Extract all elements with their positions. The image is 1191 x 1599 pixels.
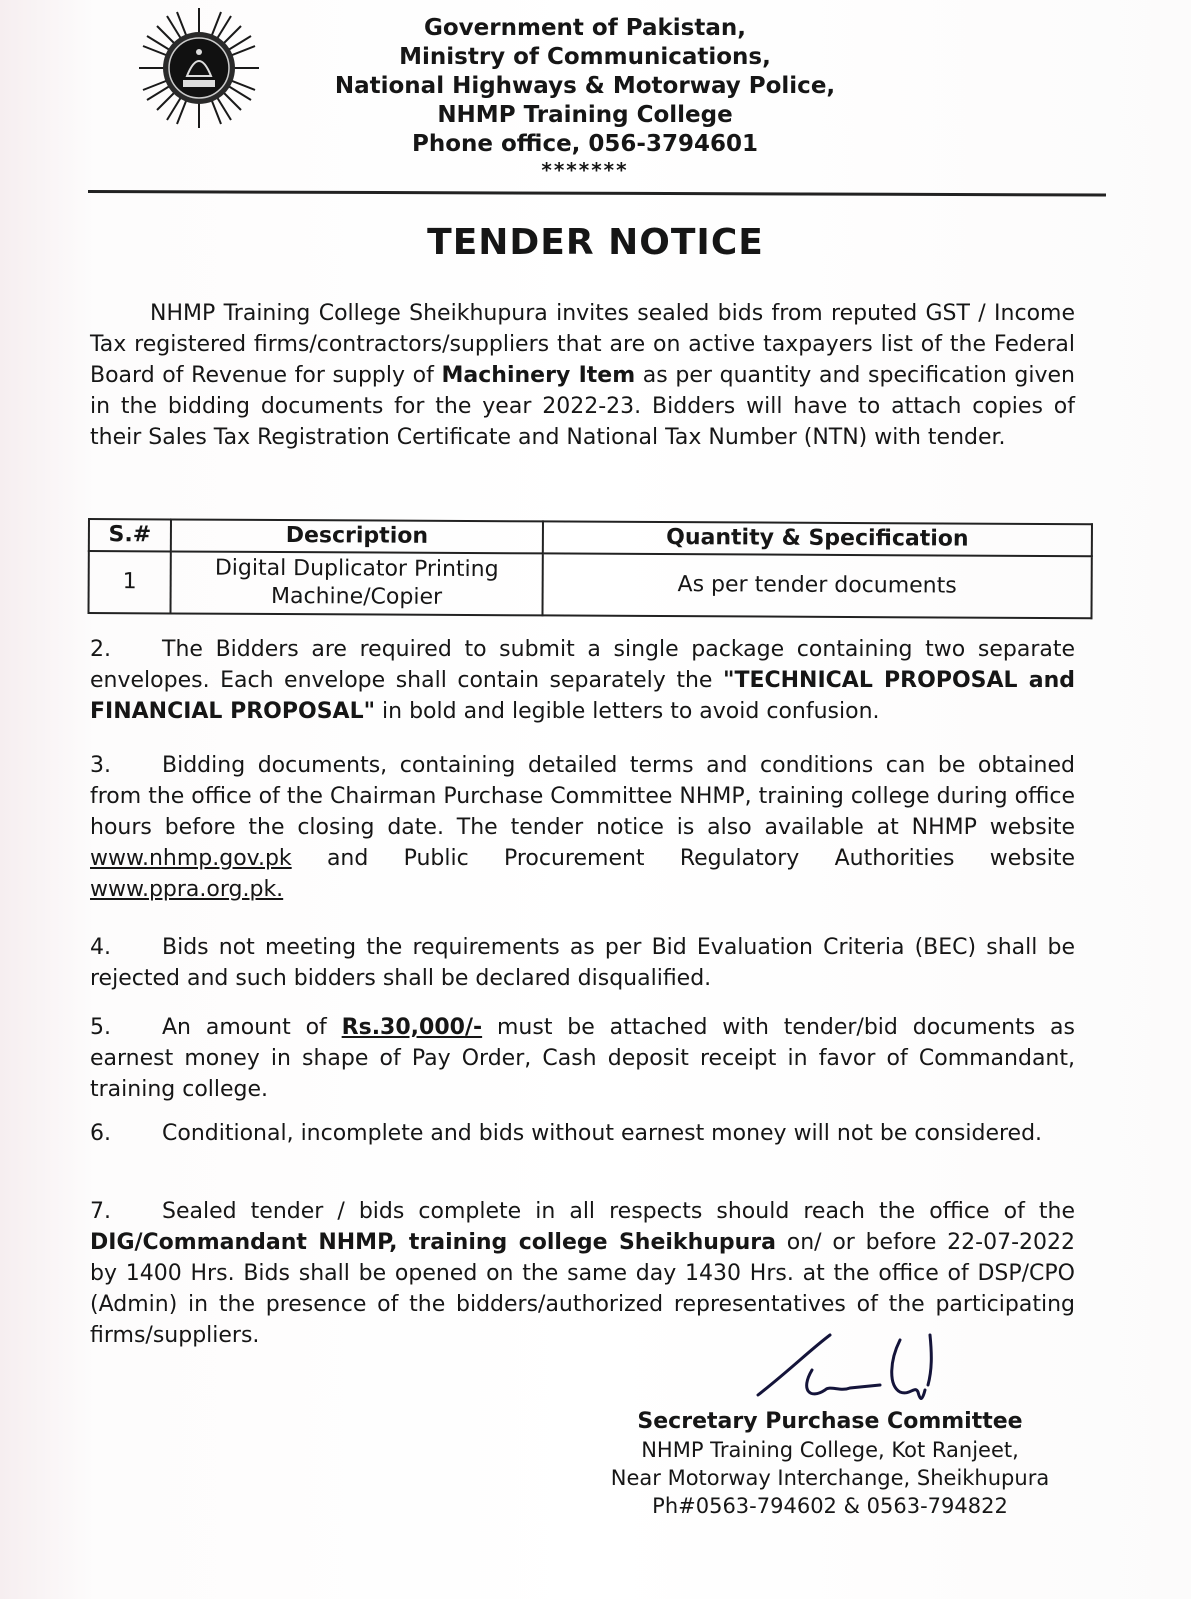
- stars-divider: *******: [541, 158, 629, 182]
- page-title: TENDER NOTICE: [427, 222, 764, 263]
- clause-text: The Bidders are required to submit a single package containing two separate envelopes. Each envelope shall contain separately the: [90, 637, 1075, 693]
- intro-text: NHMP Training College Sheikhupura invites sealed bids from reputed GST / Income Tax registered firms/contractors/suppliers that are on active taxpayers list of the Federal Board of Revenue for supply of: [90, 301, 1075, 388]
- letterhead-line: NHMP Training College: [437, 102, 733, 128]
- header-rule: [88, 190, 1106, 197]
- intro-text: as per quantity and specification given in the bidding documents for the year 2022-23. Bidders will have to attach copies of their Sales Tax Registration Certificate and National Tax Number (NTN) with tender.: [90, 363, 1075, 450]
- signature-icon: [750, 1330, 980, 1410]
- clause-5: [90, 1012, 1075, 1105]
- signatory-title: Secretary Purchase Committee: [637, 1409, 1023, 1434]
- clause-number: 5.: [90, 1015, 111, 1040]
- items-table: [87, 518, 1092, 619]
- cell-sno: 1: [89, 551, 171, 613]
- clause-4: [90, 932, 1075, 994]
- clause-number: 2.: [90, 637, 111, 662]
- letterhead: [300, 14, 870, 181]
- clause-text: on/ or before 22-07-2022 by 1400 Hrs. Bids shall be opened on the same day 1430 Hrs. at the office of DSP/CPO (Admin) in the presence of the bidders/authorized representatives of the participating firms/suppliers.: [90, 1230, 1075, 1348]
- clause-7: [90, 1196, 1075, 1351]
- clause-bold: "TECHNICAL PROPOSAL and FINANCIAL PROPOSAL": [90, 668, 1075, 724]
- clause-6: [90, 1118, 1075, 1149]
- clause-text: must be attached with tender/bid documents as earnest money in shape of Pay Order, Cash deposit receipt in favor of Commandant, training college.: [90, 1015, 1076, 1102]
- clause-2: [90, 634, 1075, 727]
- clause-number: 7.: [90, 1199, 111, 1224]
- clause-text: Bidding documents, containing detailed terms and conditions can be obtained from the office of the Chairman Purchase Committee NHMP, training college during office hours before the closing date. The tender notice is also available at NHMP website: [90, 753, 1075, 840]
- earnest-amount: Rs.30,000/-: [341, 1015, 483, 1040]
- clause-number: 6.: [90, 1121, 111, 1146]
- intro-paragraph: [90, 298, 1075, 453]
- signature-block: [590, 1408, 1070, 1520]
- column-header: Quantity & Specification: [543, 521, 1092, 556]
- clause-number: 3.: [90, 753, 111, 778]
- clause-text: Conditional, incomplete and bids without earnest money will not be considered.: [162, 1121, 1043, 1146]
- cell-description: Digital Duplicator Printing Machine/Copier: [171, 551, 543, 615]
- clause-text: and Public Procurement Regulatory Authorities website: [291, 846, 1075, 871]
- letterhead-line: National Highways & Motorway Police,: [334, 73, 836, 99]
- clause-text: An amount of: [162, 1015, 342, 1040]
- signatory-phone: Ph#0563-794602 & 0563-794822: [652, 1494, 1008, 1518]
- signatory-address: Near Motorway Interchange, Sheikhupura: [610, 1466, 1050, 1490]
- ppra-website-link[interactable]: www.ppra.org.pk.: [90, 877, 284, 902]
- clause-bold: DIG/Commandant NHMP, training college Sheikhupura: [90, 1230, 776, 1255]
- clause-text: Sealed tender / bids complete in all respects should reach the office of the: [162, 1199, 1075, 1224]
- letterhead-line: Phone office, 056-3794601: [411, 131, 759, 157]
- clause-number: 4.: [90, 935, 111, 960]
- letterhead-line: Government of Pakistan,: [424, 15, 746, 41]
- clause-3: [90, 750, 1075, 905]
- clause-text: in bold and legible letters to avoid confusion.: [375, 699, 880, 724]
- column-header: S.#: [89, 519, 171, 551]
- signatory-address: NHMP Training College, Kot Ranjeet,: [641, 1438, 1019, 1462]
- nhmp-website-link[interactable]: www.nhmp.gov.pk: [90, 846, 292, 871]
- table-row: [89, 551, 1092, 618]
- column-header: Description: [171, 519, 543, 553]
- intro-bold: Machinery Item: [441, 363, 636, 388]
- letterhead-line: Ministry of Communications,: [399, 44, 771, 70]
- table-header-row: [89, 519, 1092, 556]
- clause-text: Bids not meeting the requirements as per Bid Evaluation Criteria (BEC) shall be rejected and such bidders shall be declared disqualified.: [90, 935, 1075, 991]
- cell-quantity: As per tender documents: [542, 553, 1091, 618]
- police-emblem-icon: [137, 6, 261, 130]
